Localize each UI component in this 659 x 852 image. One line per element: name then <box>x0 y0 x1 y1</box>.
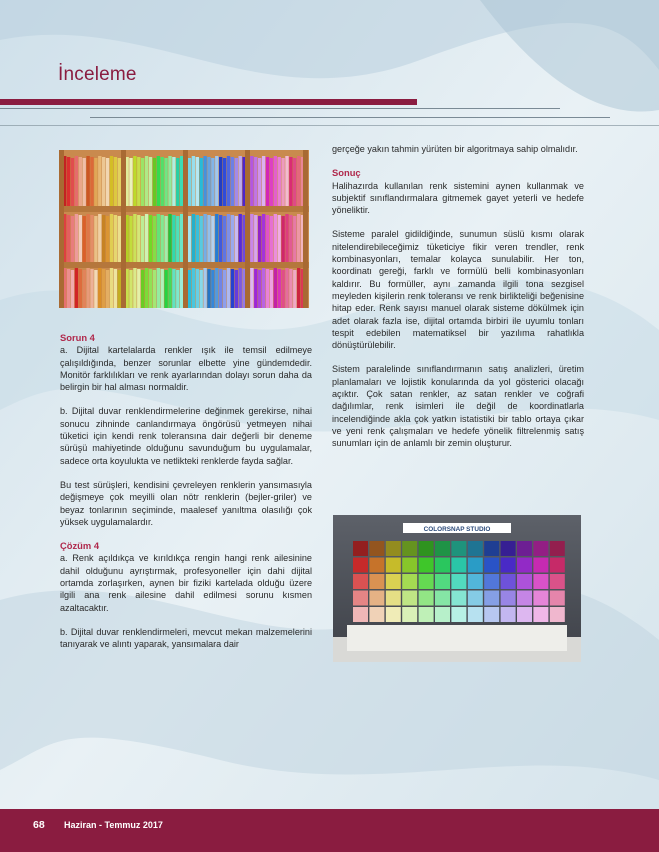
cozum-b-paragraph: b. Dijital duvar renklendirmeleri, mevcut mekan malzemelerini tanıyarak ve alıntı yaparak, yansımalara dair <box>60 626 312 650</box>
sorun-a-paragraph: a. Dijital kartelalarda renkler ışık ile temsil edilmeye çalışıldığında, benzer sorunlar elbette yine gündemdedir. Monitör farklılıkları ve renk ayarlarından dolayı sorun daha da belirgin bir hal alması normaldir. <box>60 345 312 393</box>
page-title: İnceleme <box>58 64 137 85</box>
cozum-heading: Çözüm 4 <box>60 540 100 552</box>
sonuc-paragraph-2: Sisteme paralel gidildiğinde, sunumun süslü kısmı olarak nitelendirebileceğimiz tüketiciye fikir veren trendler, renk kombinasyonları, temalar kolayca sunulabilir. Her ton, koordinatı gereği, farklı ve formülü belli kombinasyonları kaldırır. Bu formüller, aynı zamanda ilgili tona sezgisel meyleden kişilerin renk toleransı ve renk birlikteliği beğenisine hitap eder. Renk sayısı manuel olarak sisteme dökülmek için adet olarak fazla ise, dijital ortamda birbiri ile uyumlu tonları tespit edebilen matematiksel bir yazılıma rahatlıkla dönüştürülebilir. <box>332 229 584 351</box>
sorun-heading: Sorun 4 <box>60 332 95 343</box>
issue-date: Haziran - Temmuz 2017 <box>64 820 163 830</box>
cozum-a-paragraph: a. Renk açıldıkça ve kırıldıkça rengin hangi renk ailesinine dahil olduğunu ayrıştırmak, profesyoneller için dahi dijital ortamda zorlaşırken, aynen bir fiziki kartelada olduğu üzere ilgili ana renk ailesine dahil edilmesi sorunu kısmen azaltacaktır. <box>60 553 312 613</box>
sonuc-paragraph-3: Sistem paralelinde sınıflandırmanın satış analizleri, üretim planlamaları ve lojistik konularında da yol gösterici olacağı açıktır. Çok satan renkler, az satan renkler ve coğrafi dağılımlar, renk isimleri ile değil de koordinatlarla incelendiğinde akla çok yatkın istatistiki bir tablo ortaya çıkar ve yeni renk çalışmaları ve hedefe yönelik filtrelenmiş satış sunumları için de anlamlı bir zemin oluşturur. <box>332 364 584 449</box>
footer-bar <box>0 809 659 852</box>
header-rule-thin <box>0 125 659 126</box>
test-paragraph: Bu test sürüşleri, kendisini çevreleyen renklerin yansımasıyla değişmeye çok meyilli olan nötr renklerin (bejler-griler) ve beyaz tonlarının seçiminde, maalesef yanıltma olasılığı çok yüksek uygulamalardır. <box>60 479 312 527</box>
header-rule-thin <box>90 117 610 118</box>
continuation-paragraph: gerçeğe yakın tahmin yürüten bir algoritmaya sahip olmalıdır. <box>332 144 578 154</box>
header-rule-thin <box>0 108 560 109</box>
colorsnap-studio-photo <box>333 515 581 662</box>
paint-chip-shelf-photo <box>59 150 309 308</box>
header-rule <box>0 99 417 105</box>
sonuc-paragraph-1: Halihazırda kullanılan renk sistemini aynen kullanmak ve subjektif sınıflandırmalara gitmemek gayet yeterli ve hedefe yöneliktir. <box>332 180 584 216</box>
sorun-b-paragraph: b. Dijital duvar renklendirmelerine değinmek gerekirse, nihai sonucu zihninde canlandırmaya öngörüsü yetmeyen nihai tüketici için kendi renk toleransına dair değerli bir deneme sürüşü mahiyetinde olduğunu savunduğum bu uygulamalar, sadece orta koyulukta ve netlikteki renklerde fayda sağlar. <box>60 406 312 466</box>
page-number: 68 <box>33 819 45 831</box>
sonuc-heading: Sonuç <box>332 167 361 179</box>
left-column <box>60 332 312 663</box>
right-column <box>332 143 584 462</box>
studio-sign-text: COLORSNAP STUDIO <box>423 526 491 533</box>
